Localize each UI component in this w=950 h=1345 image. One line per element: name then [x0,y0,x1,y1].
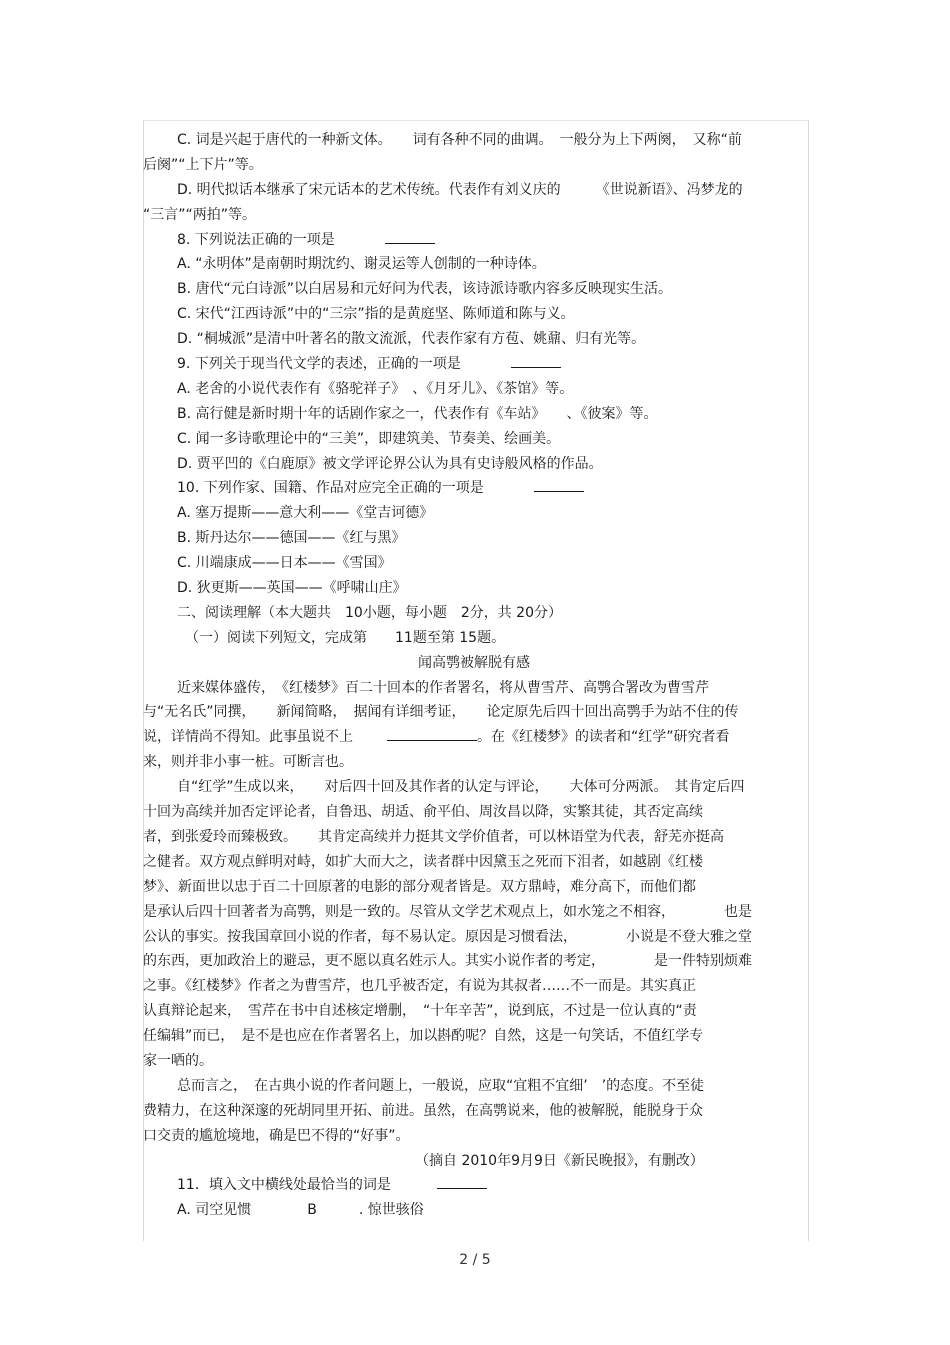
question-8-option-c: C. 宋代“江西诗派”中的“三宗”指的是黄庭坚、陈师道和陈与义。 [177,306,575,323]
paragraph-3-line1: 总而言之， 在古典小说的作者问题上，一般说，应取“宜粗不宜细’ ’的态度。不至徒 [177,1077,705,1094]
answer-blank [534,477,584,492]
section-2-heading: 二、阅读理解（本大题共 10小题，每小题 2分，共 20分） [177,604,562,621]
answer-blank [511,353,561,368]
question-10-option-a: A. 塞万提斯——意大利——《堂吉诃德》 [177,505,434,522]
paragraph-2-line10: 认真辩论起来， 雪芹在书中自述核定增删， “十年辛苦”，说到底，不过是一位认真的“责 [143,1003,697,1020]
paragraph-2-line8: 的东西，更加政治上的避忌，更不愿以真名姓示人。其实小说作者的考定， 是一件特别烦难 [143,953,752,970]
question-8-option-d: D. “桐城派”是清中叶著名的散文流派，代表作家有方苞、姚鼐、归有光等。 [177,331,646,348]
paragraph-1-line3: 说，详情尚不得知。此事虽说不上 。在《红楼梦》的读者和“红学”研究者看 [143,725,805,750]
option-7c-line1: C. 词是兴起于唐代的一种新文体。 词有各种不同的曲调。 一般分为上下两阕， 又称“前 [177,132,742,148]
question-10-option-c: C. 川端康成——日本——《雪国》 [177,555,392,572]
paragraph-2-line6: 是承认后四十回著者为高鹗，则是一致的。尽管从文学艺术观点上，如水笼之不相容， 也是 [143,903,752,920]
paragraph-3-line2: 费精力，在这种深邃的死胡同里开拓、前进。虽然，在高鹗说来，他的被解脱，能脱身于众 [143,1102,703,1119]
paragraph-2-line12: 家一哂的。 [143,1052,213,1069]
option-7c-line2: 后阕”“上下片”等。 [143,156,263,173]
paragraph-2-line11: 任编辑”而已， 是不是也应在作者署名上，加以斟酌呢？自然，这是一句笑话，不值红学专 [143,1028,704,1045]
paragraph-2-line9: 之事。《红楼梦》作者之为曹雪芹，也几乎被否定，有说为其叔者……不一而是。其实真正 [143,978,696,995]
paragraph-2-line5: 梦》、新面世以忠于百二十回原著的电影的部分观者皆是。双方鼎峙，难分高下，而他们都 [143,878,696,895]
option-7d-line2: “三言”“两拍”等。 [143,206,257,223]
question-9-option-c: C. 闻一多诗歌理论中的“三美”，即建筑美、节奏美、绘画美。 [177,430,561,447]
question-9-option-d: D. 贾平凹的《白鹿原》被文学评论界公认为具有史诗般风格的作品。 [177,455,603,472]
paragraph-2-line7: 公认的事实。按我国章回小说的作者，每不易认定。原因是习惯看法， 小说是不登大雅之堂 [143,928,752,945]
page-number: 2 / 5 [459,1252,491,1268]
paragraph-2-line3: 者，到张爱玲而臻极致。 其肯定高续并力挺其文学价值者，可以林语堂为代表，舒芜亦挺高 [143,828,724,845]
fill-blank [387,726,477,741]
answer-blank [385,229,435,244]
paragraph-2-line2: 十回为高续并加否定评论者，自鲁迅、胡适、俞平伯、周汝昌以降，实繁其徒，其否定高续 [143,804,703,821]
question-9: 9. 下列关于现当代文学的表述，正确的一项是 [143,352,805,377]
question-8: 8. 下列说法正确的一项是 [143,228,805,253]
question-10-option-d: D. 狄更斯——英国——《呼啸山庄》 [177,580,407,597]
question-9-option-b: B. 高行健是新时期十年的话剧作家之一，代表作有《车站》 、《彼案》等。 [177,405,658,422]
article-title: 闻高鹗被解脱有感 [418,654,530,671]
paragraph-1-line2: 与“无名氏”同撰， 新闻简略， 据闻有详细考证， 论定原先后四十回出高鹗手为站不住的传 [143,704,739,721]
question-8-option-a: A. “永明体”是南朝时期沈约、谢灵运等人创制的一种诗体。 [177,256,546,273]
question-9-option-a: A. 老舍的小说代表作有《骆驼祥子》 、《月牙儿》、《茶馆》等。 [177,380,574,397]
question-11: 11．填入文中横线处最恰当的词是 [143,1173,805,1198]
paragraph-2-line1: 自“红学”生成以来， 对后四十回及其作者的认定与评论， 大体可分两派。 其肯定后四 [177,779,745,796]
question-10-option-b: B. 斯丹达尔——德国——《红与黑》 [177,530,406,547]
question-11-options-ab: A. 司空见惯 B . 惊世骇俗 [177,1202,424,1219]
document-body [143,128,805,1223]
option-7d-line1: D. 明代拟话本继承了宋元话本的艺术传统。代表作有刘义庆的 《世说新语》、冯梦龙的 [177,181,743,198]
paragraph-1-line4: 来，则并非小事一桩。可断言也。 [143,754,353,771]
paragraph-3-line3: 口交责的尴尬境地，确是巴不得的“好事”。 [143,1127,410,1144]
paragraph-1-line1: 近来媒体盛传， 《红楼梦》百二十回本的作者署名，将从曹雪芹、高鹗合署改为曹雪芹 [177,679,709,696]
paragraph-2-line4: 之健者。双方观点鲜明对峙，如扩大而大之，读者群中因黛玉之死而下泪者，如越剧《红楼 [143,853,703,870]
question-8-option-b: B. 唐代“元白诗派”以白居易和元好问为代表，该诗派诗歌内容多反映现实生活。 [177,281,673,298]
article-source: （摘自 2010年9月9日《新民晚报》，有删改） [415,1152,704,1169]
question-10: 10. 下列作家、国籍、作品对应完全正确的一项是 [143,476,805,501]
answer-blank [437,1174,487,1189]
subsection-1-heading: （一）阅读下列短文，完成第 11题至第 15题。 [185,629,506,646]
